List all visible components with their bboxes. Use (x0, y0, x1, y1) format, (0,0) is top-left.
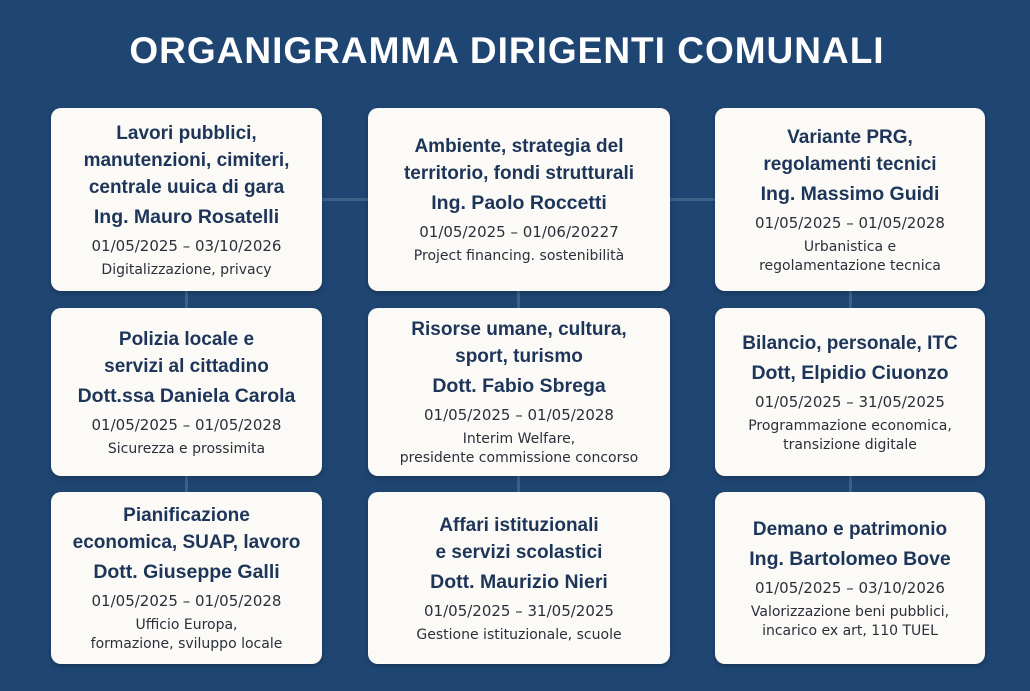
card-manager-name: Dott. Maurizio Nieri (430, 570, 608, 593)
card-dates: 01/05/2025 – 01/05/2028 (424, 406, 614, 424)
card-dates: 01/05/2025 – 31/05/2025 (755, 392, 945, 411)
connector-h-top-right (670, 198, 715, 201)
card-polizia-locale (51, 308, 322, 476)
card-area: Ambiente, strategia del territorio, fondi strutturali (403, 136, 635, 184)
card-area: Lavori pubblici, manutenzioni, cimiteri, centrale uuica di gara (83, 122, 290, 198)
connector-v-right-2 (849, 476, 852, 492)
card-dates: 01/05/2025 – 01/06/20227 (419, 223, 619, 241)
card-pianificazione-economica (51, 492, 322, 664)
card-affari-istituzionali (368, 492, 670, 664)
card-note: Ufficio Europa, formazione, sviluppo locale (90, 617, 283, 652)
card-note: Gestione istituzionale, scuole (416, 626, 622, 643)
card-manager-name: Ing. Bartolomeo Bove (749, 547, 951, 570)
card-manager-name: Dott, Elpidio Ciuonzo (751, 361, 949, 384)
card-note: Digitalizzazione, privacy (101, 261, 272, 278)
card-note: Valorizzazione beni pubblici, incarico ex art, 110 TUEL (750, 603, 950, 639)
card-area: Bilancio, personale, ITC (742, 332, 958, 354)
card-manager-name: Ing. Paolo Roccetti (431, 192, 607, 214)
card-manager-name: Dott. Fabio Sbrega (432, 375, 606, 397)
card-note: Urbanistica e regolamentazione tecnica (759, 238, 941, 274)
connector-h-top (322, 198, 368, 201)
card-variante-prg (715, 108, 985, 291)
card-area: Variante PRG, regolamenti tecnici (763, 126, 937, 175)
card-note: Programmazione economica, transizione digitale (748, 417, 952, 453)
card-area: Affari istituzionali e servizi scolastici (435, 514, 603, 563)
connector-v-mid-2 (517, 476, 520, 492)
card-lavori-pubblici (51, 108, 322, 291)
connector-v-left-1 (185, 291, 188, 308)
card-manager-name: Ing. Mauro Rosatelli (93, 205, 280, 228)
card-manager-name: Ing. Massimo Guidi (760, 182, 940, 205)
card-dates: 01/05/2025 – 03/10/2026 (91, 236, 282, 255)
card-note: Interim Welfare, presidente commissione concorso (399, 431, 639, 466)
card-dates: 01/05/2025 – 01/05/2028 (755, 213, 945, 232)
connector-v-mid-1 (517, 291, 520, 308)
card-area: Demano e patrimonio (752, 518, 948, 540)
card-demano-patrimonio (715, 492, 985, 664)
card-dates: 01/05/2025 – 01/05/2028 (91, 415, 282, 434)
connector-v-right-1 (849, 291, 852, 308)
card-area: Polizia locale e servizi al cittadino (104, 328, 269, 377)
card-ambiente (368, 108, 670, 291)
card-note: Project financing. sostenibilità (413, 248, 625, 264)
card-risorse-umane (368, 308, 670, 476)
card-manager-name: Dott. Giuseppe Galli (93, 561, 280, 583)
card-area: Risorse umane, cultura, sport, turismo (411, 319, 627, 367)
card-bilancio (715, 308, 985, 476)
connector-v-left-2 (185, 476, 188, 492)
page-title: ORGANIGRAMMA DIRIGENTI COMUNALI (129, 30, 885, 71)
card-note: Sicurezza e prossimita (107, 440, 266, 457)
card-dates: 01/05/2025 – 31/05/2025 (424, 601, 614, 620)
card-dates: 01/05/2025 – 01/05/2028 (91, 592, 282, 610)
card-area: Pianificazione economica, SUAP, lavoro (72, 505, 301, 553)
card-dates: 01/05/2025 – 03/10/2026 (755, 578, 945, 597)
card-manager-name: Dott.ssa Daniela Carola (77, 384, 296, 407)
